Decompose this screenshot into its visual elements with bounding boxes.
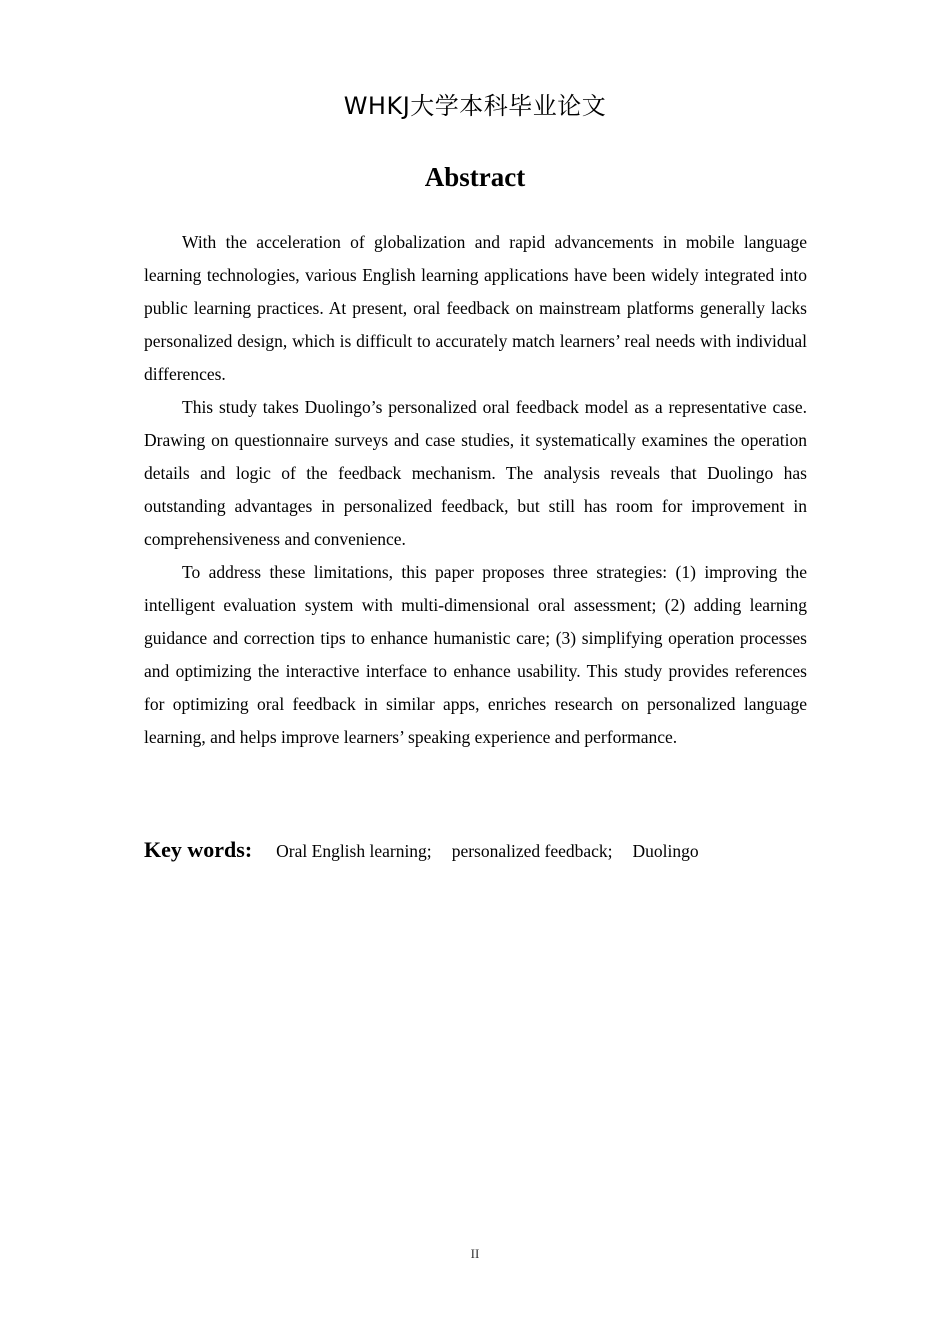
abstract-heading: Abstract bbox=[424, 162, 526, 192]
abstract-body bbox=[144, 226, 807, 754]
page-number: II bbox=[470, 1246, 480, 1261]
keyword-item: personalized feedback; bbox=[451, 841, 613, 861]
keywords-line bbox=[144, 832, 807, 871]
abstract-paragraph-1: With the acceleration of globalization and rapid advancements in mobile language learning technologies, various English learning applications have been widely integrated into public learning practices. At present, oral feedback on mainstream platforms generally lacks personalized design, which is difficult to accurately match learners’ real needs with individual differences. bbox=[144, 232, 807, 384]
keyword-item: Oral English learning; bbox=[276, 841, 432, 861]
keywords-label: Key words: bbox=[144, 837, 253, 862]
keyword-item: Duolingo bbox=[632, 841, 699, 861]
abstract-paragraph-2: This study takes Duolingo’s personalized oral feedback model as a representative case. Drawing on questionnaire surveys and case studies, it systematically examines the operation details and logic of the feedback mechanism. The analysis reveals that Duolingo has outstanding advantages in personalized feedback, but still has room for improvement in comprehensiveness and convenience. bbox=[144, 397, 807, 549]
thesis-header-title: WHKJ大学本科毕业论文 bbox=[343, 92, 607, 120]
abstract-paragraph-3: To address these limitations, this paper proposes three strategies: (1) improving the intelligent evaluation system with multi-dimensional oral assessment; (2) adding learning guidance and correction tips to enhance humanistic care; (3) simplifying operation processes and optimizing the interactive interface to enhance usability. This study provides references for optimizing oral feedback in similar apps, enriches research on personalized language learning, and helps improve learners’ speaking experience and performance. bbox=[144, 562, 807, 747]
